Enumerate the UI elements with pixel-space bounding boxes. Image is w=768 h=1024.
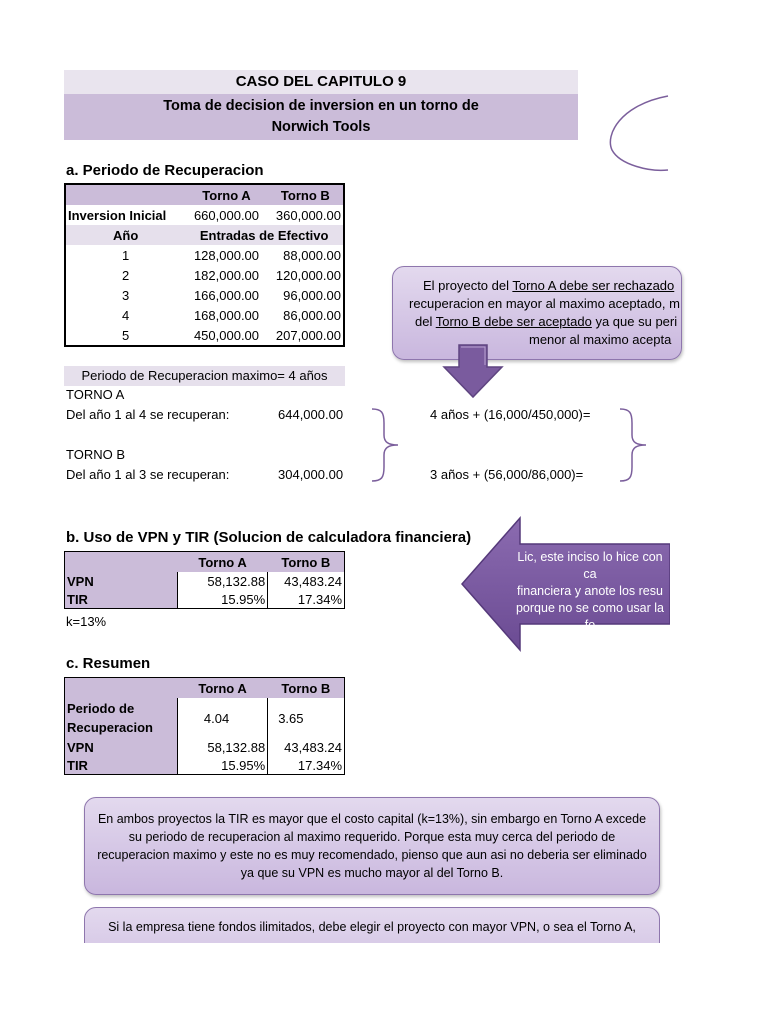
col-header-a: Torno A <box>198 554 247 570</box>
oval-shape <box>600 90 670 180</box>
payback-label <box>65 698 178 738</box>
vpn-a: 58,132.88 <box>177 572 267 590</box>
callout-a-accept: Torno B debe ser aceptado <box>435 314 592 329</box>
section-c-title: c. Resumen <box>66 655 151 672</box>
col-header-a: Torno A <box>202 187 251 203</box>
torno-b-label: TORNO B <box>66 447 125 462</box>
tir-a: 15.95% <box>177 756 267 775</box>
section-a-title: a. Periodo de Recuperacion <box>66 162 264 179</box>
calculator-note-line4: excel. <box>573 635 607 649</box>
flow-b-cell: 88,000.00 <box>283 247 341 263</box>
year-cell: 4 <box>122 307 130 323</box>
flow-b-cell: 96,000.00 <box>283 287 341 303</box>
flow-b-cell: 207,000.00 <box>275 327 341 343</box>
table-row <box>65 245 344 265</box>
table-row <box>65 325 344 346</box>
callout-a-line4: menor al maximo acepta <box>529 332 672 347</box>
vpn-label: VPN <box>65 572 178 590</box>
tir-a: 15.95% <box>177 590 267 609</box>
flow-a-cell: 168,000.00 <box>193 307 260 323</box>
vpn-b: 43,483.24 <box>268 738 345 756</box>
conclusion-2-line1: Si la empresa tiene fondos ilimitados, debe elegir el proyecto con mayor VPN, o sea el Torno A, <box>108 920 636 934</box>
callout-a-line3-end: ya que su peri <box>591 314 678 329</box>
year-cell: 2 <box>122 267 130 283</box>
down-arrow-icon <box>442 343 504 399</box>
brace-left-icon <box>368 405 404 485</box>
tir-b: 17.34% <box>268 590 345 609</box>
year-header: Año <box>113 227 139 243</box>
conclusion-line3: recuperacion maximo y este no es muy recomendado, pienso que aun asi no deberia ser eliminado <box>97 848 647 862</box>
vpn-a: 58,132.88 <box>177 738 267 756</box>
case-subtitle <box>64 94 578 140</box>
year-cell: 5 <box>122 327 130 343</box>
vpn-label: VPN <box>65 738 178 756</box>
flow-a-cell: 128,000.00 <box>193 247 260 263</box>
torno-b-value: 304,000.00 <box>278 467 344 482</box>
cash-flow-header: Entradas de Efectivo <box>199 227 329 243</box>
torno-a-label: TORNO A <box>66 387 125 402</box>
table-row <box>65 305 344 325</box>
calculator-note <box>510 549 670 651</box>
payback-callout <box>392 266 682 360</box>
max-period-label: Periodo de Recuperacion maximo= 4 años <box>64 366 345 386</box>
payback-b: 3.65 <box>268 698 345 738</box>
payback-label-line1: Periodo de <box>67 701 135 716</box>
callout-a-line3: del <box>415 314 436 329</box>
flow-a-cell: 450,000.00 <box>193 327 260 343</box>
tir-label: TIR <box>65 590 178 609</box>
year-cell: 3 <box>122 287 130 303</box>
callout-a-line2: recuperacion en mayor al maximo aceptado, m <box>409 296 680 311</box>
brace-right-icon <box>616 405 652 485</box>
col-header-a: Torno A <box>198 680 247 696</box>
callout-a-reject: Torno A debe ser rechazado <box>512 278 675 293</box>
case-subtitle-line1: Toma de decision de inversion en un torno de <box>163 98 479 114</box>
callout-a-text: El proyecto del <box>423 278 513 293</box>
col-header-b: Torno B <box>281 680 331 696</box>
table-row <box>65 285 344 305</box>
torno-a-text: Del año 1 al 4 se recuperan: <box>66 407 230 422</box>
conclusion-line2: su periodo de recuperacion al maximo requerido. Porque esta muy cerca del periodo de <box>128 830 616 844</box>
flow-b-cell: 86,000.00 <box>283 307 341 323</box>
npv-irr-table <box>64 551 345 609</box>
flow-a-cell: 182,000.00 <box>193 267 260 283</box>
calculator-note-line2: financiera y anote los resu <box>517 584 663 598</box>
case-title: CASO DEL CAPITULO 9 <box>64 70 578 94</box>
table-row <box>65 265 344 285</box>
conclusion-box <box>84 797 660 895</box>
conclusion-line4: ya que su VPN es mucho mayor al del Torno B. <box>240 866 504 880</box>
torno-a-calc: 4 años + (16,000/450,000)= <box>430 407 591 422</box>
payback-table <box>64 183 345 347</box>
conclusion-2-box <box>84 907 660 943</box>
torno-a-value: 644,000.00 <box>278 407 344 422</box>
flow-b-cell: 120,000.00 <box>275 267 341 283</box>
summary-table <box>64 677 345 775</box>
initial-investment-a: 660,000.00 <box>193 207 260 223</box>
payback-a: 4.04 <box>177 698 267 738</box>
tir-b: 17.34% <box>268 756 345 775</box>
torno-b-calc: 3 años + (56,000/86,000)= <box>430 467 584 482</box>
initial-investment-b: 360,000.00 <box>275 207 341 223</box>
flow-a-cell: 166,000.00 <box>193 287 260 303</box>
year-cell: 1 <box>122 247 130 263</box>
section-b-title: b. Uso de VPN y TIR (Solucion de calculadora financiera) <box>66 529 472 546</box>
torno-b-text: Del año 1 al 3 se recuperan: <box>66 467 230 482</box>
conclusion-line1: En ambos proyectos la TIR es mayor que el costo capital (k=13%), sin embargo en Torno A excede <box>97 812 647 826</box>
initial-investment-label: Inversion Inicial <box>68 207 167 223</box>
case-subtitle-line2: Norwich Tools <box>271 119 371 135</box>
col-header-b: Torno B <box>280 187 330 203</box>
calculator-note-line1: Lic, este inciso lo hice con ca <box>517 550 663 581</box>
vpn-b: 43,483.24 <box>268 572 345 590</box>
conclusion-2-clip <box>84 907 660 943</box>
tir-label: TIR <box>65 756 178 775</box>
payback-label-line2: Recuperacion <box>67 720 153 735</box>
calculator-note-line3: porque no se como usar la fo <box>515 601 664 632</box>
col-header-b: Torno B <box>281 554 331 570</box>
k-note: k=13% <box>66 614 107 629</box>
